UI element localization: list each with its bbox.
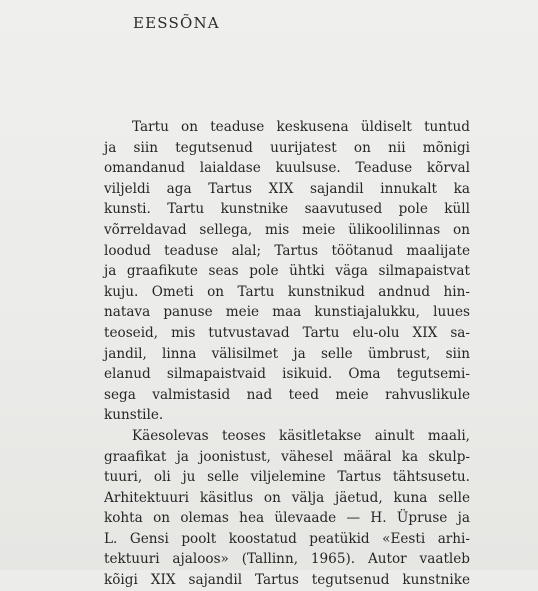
page-heading: EESSÕNA	[133, 14, 220, 32]
text-line: ja graafikute seas pole ühtki väga silmapaistvat	[104, 263, 470, 280]
text-line: kõigi XIX sajandil Tartus tegutsenud kunstnike	[104, 572, 470, 589]
paragraph-2	[104, 426, 470, 591]
text-line: jandil, linna välisilmet ja selle ümbrust, siin	[104, 345, 470, 362]
text-line: tuuri, oli ju selle viljelemine Tartus tähtsusetu.	[104, 469, 470, 486]
text-line: kuju. Ometi on Tartu kunstnikud andnud hin-	[104, 283, 470, 300]
text-line: sega valmistasid nad teed meie rahvuslikule	[104, 386, 470, 403]
text-line: kunstile.	[104, 407, 164, 424]
text-line: loodud teaduse alal; Tartus töötanud maalijate	[104, 242, 470, 259]
text-line: kunsti. Tartu kunstnike saavutused pole küll	[104, 201, 470, 218]
body-text	[104, 117, 470, 591]
text-line: Arhitektuuri käsitlus on välja jäetud, kuna selle	[104, 489, 470, 506]
text-line: võrreldavad sellega, mis meie ülikoolilinnas on	[104, 221, 470, 238]
text-line: kohta on olemas hea ülevaade — H. Üpruse ja	[104, 510, 470, 527]
text-line: graafikat ja joonistust, vähesel määral ka skulp-	[104, 448, 470, 465]
text-line: Tartu on teaduse keskusena üldiselt tuntud	[132, 119, 470, 135]
text-line: omandanud laialdase kuulsuse. Teaduse kõrval	[104, 160, 470, 177]
text-line: L. Gensi poolt koostatud peatükid «Eesti arhi-	[104, 530, 470, 547]
text-line: viljeldi aga Tartus XIX sajandil innukalt ka	[104, 180, 470, 197]
text-line: tektuuri ajaloos» (Tallinn, 1965). Autor vaatleb	[104, 551, 470, 568]
text-line: teoseid, mis tutvustavad Tartu elu-olu XIX sa-	[104, 324, 470, 341]
text-line: elanud silmapaistvaid isikuid. Oma tegutsemi-	[104, 366, 470, 383]
paragraph-1	[104, 117, 470, 426]
text-line: ja siin tegutsenud uurijatest on nii mõnigi	[104, 139, 470, 156]
text-line: natava panuse meie maa kunstiajalukku, luues	[104, 304, 470, 321]
text-line: Käesolevas teoses käsitletakse ainult maali,	[132, 427, 470, 444]
